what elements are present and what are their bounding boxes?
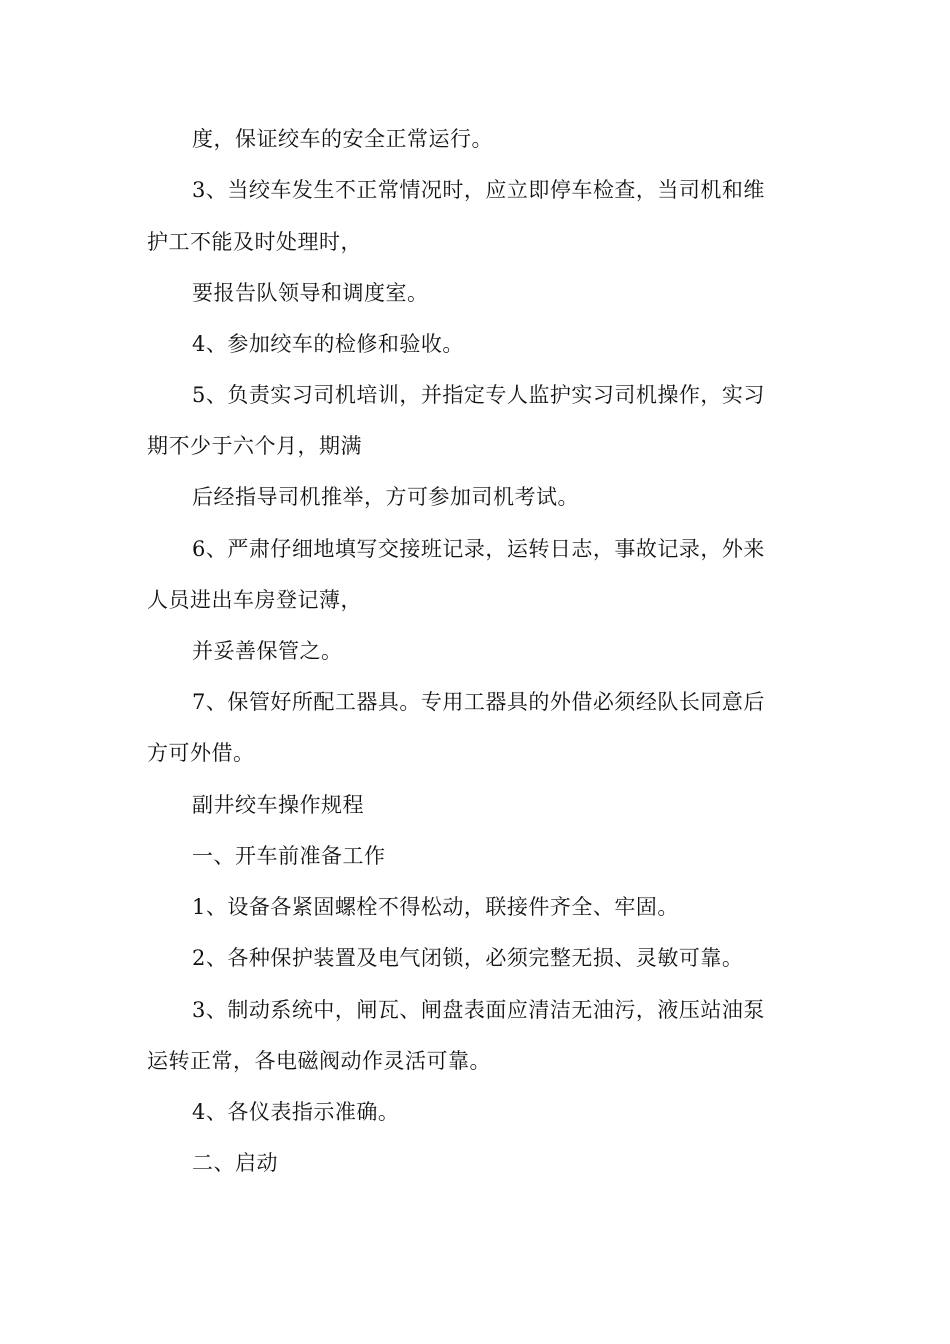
text-line: 1、设备各紧固螺栓不得松动，联接件齐全、牢固。 [192, 895, 679, 919]
text-line: 期不少于六个月，期满 [147, 434, 362, 458]
text-line: 4、参加绞车的检修和验收。 [192, 332, 464, 356]
text-line: 运转正常，各电磁阀动作灵活可靠。 [147, 1049, 491, 1073]
text-line: 3、制动系统中，闸瓦、闸盘表面应清洁无油污，液压站油泵 [192, 998, 765, 1022]
section-heading: 二、启动 [192, 1151, 278, 1175]
section-title: 副井绞车操作规程 [192, 793, 364, 817]
text-line: 护工不能及时处理时， [147, 230, 362, 254]
text-line: 并妥善保管之。 [192, 639, 343, 663]
text-line: 要报告队领导和调度室。 [192, 281, 429, 305]
section-heading: 一、开车前准备工作 [192, 844, 386, 868]
text-line: 4、各仪表指示准确。 [192, 1100, 400, 1124]
text-line: 7、保管好所配工器具。专用工器具的外借必须经队长同意后 [192, 690, 765, 714]
text-line: 3、当绞车发生不正常情况时，应立即停车检查，当司机和维 [192, 178, 765, 202]
text-line: 度，保证绞车的安全正常运行。 [192, 127, 493, 151]
text-line: 后经指导司机推举，方可参加司机考试。 [192, 485, 579, 509]
text-line: 2、各种保护装置及电气闭锁，必须完整无损、灵敏可靠。 [192, 946, 744, 970]
text-line: 5、负责实习司机培训，并指定专人监护实习司机操作，实习 [192, 383, 765, 407]
text-line: 6、严肃仔细地填写交接班记录，运转日志，事故记录，外来 [192, 537, 765, 561]
text-line: 方可外借。 [147, 741, 255, 765]
text-line: 人员进出车房登记薄， [147, 588, 362, 612]
